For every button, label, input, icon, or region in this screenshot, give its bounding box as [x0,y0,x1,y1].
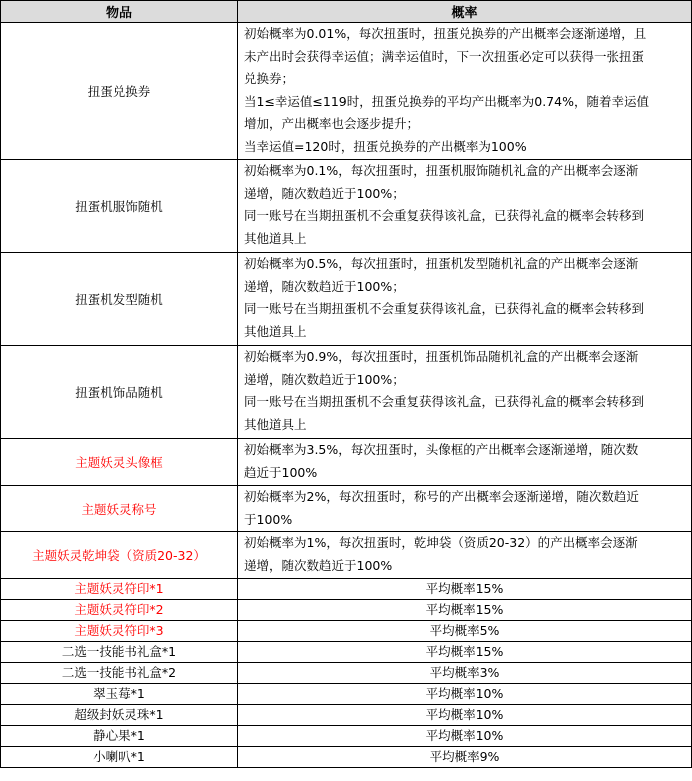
item-name: 二选一技能书礼盒*2 [1,663,238,684]
table-row [1,705,692,726]
table-row [1,160,692,253]
item-name: 翠玉莓*1 [1,684,238,705]
rate-line: 当1≤幸运值≤119时，扭蛋兑换券的平均产出概率为0.74%，随着幸运值 [244,93,649,109]
rate-line: 递增，随次数趋近于100%； [244,278,405,294]
table-row [1,439,692,486]
item-name: 主题妖灵乾坤袋（资质20-32） [1,532,238,579]
item-name: 扭蛋机服饰随机 [1,160,238,253]
column-header-item: 物品 [1,1,238,23]
item-name: 二选一技能书礼盒*1 [1,642,238,663]
item-name: 主题妖灵符印*3 [1,621,238,642]
table-row [1,532,692,579]
rate-line: 其他道具上 [244,323,307,339]
rate-line: 初始概率为3.5%，每次扭蛋时，头像框的产出概率会逐渐递增，随次数 [244,442,639,457]
rate-description [238,253,692,346]
rate-description [238,532,692,579]
rate-description [238,160,692,253]
item-name: 静心果*1 [1,726,238,747]
rate-line: 递增，随次数趋近于100%； [244,185,405,201]
rate-line: 初始概率为0.5%，每次扭蛋时，扭蛋机发型随机礼盒的产出概率会逐渐 [244,256,639,271]
table-row [1,642,692,663]
item-name: 扭蛋机饰品随机 [1,346,238,439]
table-row [1,726,692,747]
rate-line: 递增，随次数趋近于100% [244,557,393,573]
table-row [1,747,692,768]
rate-description [238,23,692,160]
table-row [1,600,692,621]
item-name: 主题妖灵符印*1 [1,579,238,600]
rate-line: 初始概率为0.01%，每次扭蛋时，扭蛋兑换券的产出概率会逐渐递增，且 [244,26,647,41]
item-name: 主题妖灵称号 [1,486,238,532]
table-row [1,579,692,600]
rate-line: 兑换券； [244,71,295,86]
rate-value: 平均概率10% [238,684,692,705]
rate-value: 平均概率15% [238,579,692,600]
rate-line: 增加，产出概率也会逐步提升； [244,116,420,131]
rate-line: 其他道具上 [244,416,307,432]
table-header-row [1,1,692,23]
item-name: 主题妖灵头像框 [1,439,238,486]
rate-line: 初始概率为0.9%，每次扭蛋时，扭蛋机饰品随机礼盒的产出概率会逐渐 [244,349,639,364]
rate-value: 平均概率10% [238,705,692,726]
rate-line: 初始概率为1%，每次扭蛋时，乾坤袋（资质20-32）的产出概率会逐渐 [244,535,638,550]
rate-line: 初始概率为0.1%，每次扭蛋时，扭蛋机服饰随机礼盒的产出概率会逐渐 [244,163,639,178]
table-row [1,486,692,532]
rate-value: 平均概率3% [238,663,692,684]
table-row [1,346,692,439]
item-name: 主题妖灵符印*2 [1,600,238,621]
item-name: 扭蛋兑换券 [1,23,238,160]
table-row [1,684,692,705]
rate-line: 趋近于100% [244,464,318,480]
item-name: 超级封妖灵珠*1 [1,705,238,726]
rate-line: 同一账号在当期扭蛋机不会重复获得该礼盒，已获得礼盒的概率会转移到 [244,301,645,316]
item-name: 扭蛋机发型随机 [1,253,238,346]
table-row [1,253,692,346]
rate-value: 平均概率5% [238,621,692,642]
rate-line: 未产出时会获得幸运值；满幸运值时，下一次扭蛋必定可以获得一张扭蛋 [244,48,645,64]
rate-description [238,486,692,532]
table-row [1,621,692,642]
rate-line: 同一账号在当期扭蛋机不会重复获得该礼盒，已获得礼盒的概率会转移到 [244,208,645,223]
table-row [1,663,692,684]
rate-value: 平均概率9% [238,747,692,768]
rate-description [238,439,692,486]
table-row [1,23,692,160]
item-name: 小喇叭*1 [1,747,238,768]
rate-line: 递增，随次数趋近于100%； [244,371,405,387]
rate-value: 平均概率10% [238,726,692,747]
rate-line: 初始概率为2%，每次扭蛋时，称号的产出概率会逐渐递增，随次数趋近 [244,489,639,504]
rate-line: 当幸运值=120时，扭蛋兑换券的产出概率为100% [244,138,527,154]
rate-value: 平均概率15% [238,600,692,621]
rate-description [238,346,692,439]
rate-value: 平均概率15% [238,642,692,663]
rate-line: 其他道具上 [244,230,307,246]
column-header-rate: 概率 [238,1,692,23]
rate-line: 于100% [244,511,293,527]
rate-line: 同一账号在当期扭蛋机不会重复获得该礼盒，已获得礼盒的概率会转移到 [244,394,645,409]
